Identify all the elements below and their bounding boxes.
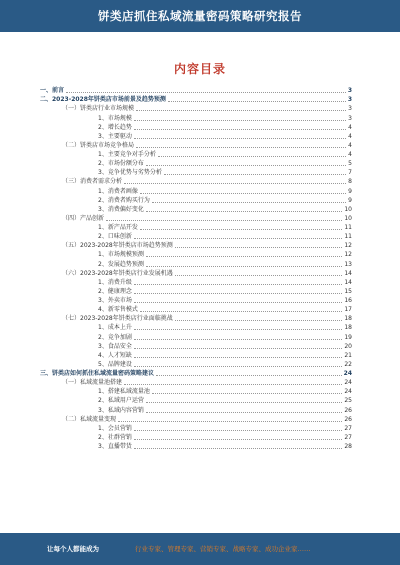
toc-leader-dots	[146, 256, 343, 257]
toc-page-number: 18	[344, 324, 352, 332]
toc-entry-text: 2、健康理念	[98, 287, 132, 295]
footer-slogan: 行业专家、管理专家、营销专家、战略专家、成功企业家……	[135, 545, 311, 553]
toc-entry[interactable]	[40, 287, 352, 296]
toc-page-number: 9	[348, 196, 352, 204]
toc-entry-text: 1、成本上升	[98, 324, 132, 332]
toc-page-number: 25	[344, 397, 352, 405]
toc-entry-text: （一）私域流量池搭建	[62, 379, 123, 387]
toc-page-number: 20	[344, 342, 352, 350]
toc-page-number: 21	[344, 351, 352, 359]
toc-entry-text: 1、消费者画像	[98, 187, 138, 195]
toc-leader-dots	[134, 439, 343, 440]
toc-entry-text: 2、增长趋势	[98, 123, 132, 131]
toc-entry-text: 2、发展趋势预测	[98, 260, 144, 268]
toc-entry[interactable]	[40, 269, 352, 278]
toc-leader-dots	[158, 156, 346, 157]
toc-page-number: 24	[343, 370, 352, 377]
toc-entry[interactable]	[40, 351, 352, 360]
toc-entry[interactable]	[40, 369, 352, 378]
toc-page-number: 4	[348, 123, 352, 131]
toc-page-number: 17	[344, 306, 352, 314]
toc-entry[interactable]	[40, 442, 352, 451]
toc-leader-dots	[134, 302, 343, 303]
footer-text: 让每个人都能成为	[47, 545, 99, 553]
toc-page-number: 4	[348, 141, 352, 149]
toc-entry-text: 2、消费者购买行为	[98, 196, 150, 204]
toc-page-number: 3	[348, 114, 352, 122]
toc-entry-text: 1、主要竞争对手分析	[98, 151, 156, 158]
toc-entry[interactable]	[40, 86, 352, 95]
toc-page-number: 11	[344, 224, 352, 231]
toc-leader-dots	[134, 120, 346, 121]
toc-entry-text: 3、竞争优势与劣势分析	[98, 169, 162, 177]
toc-page-number: 9	[348, 187, 352, 195]
toc-leader-dots	[134, 129, 346, 130]
toc-entry[interactable]	[40, 405, 352, 414]
toc-leader-dots	[140, 193, 346, 194]
toc-entry[interactable]	[40, 132, 352, 141]
toc-entry[interactable]	[40, 378, 352, 387]
toc-entry[interactable]	[40, 259, 352, 268]
toc-entry[interactable]	[40, 177, 352, 186]
toc-page-number: 14	[344, 278, 352, 286]
toc-leader-dots	[106, 220, 342, 221]
toc-title: 内容目录	[173, 62, 226, 76]
toc-entry[interactable]	[40, 342, 352, 351]
toc-entry[interactable]	[40, 296, 352, 305]
toc-page-number: 16	[344, 297, 352, 304]
toc-entry[interactable]	[40, 360, 352, 369]
toc-leader-dots	[134, 357, 343, 358]
toc-leader-dots	[124, 384, 342, 385]
toc-page-number: 28	[344, 443, 352, 450]
toc-entry[interactable]	[40, 214, 352, 223]
toc-leader-dots	[140, 229, 343, 230]
toc-entry-text: 1、市场规模	[98, 114, 132, 122]
toc-page-number: 15	[344, 287, 352, 295]
toc-entry-text: 2、私域用户运营	[98, 397, 144, 405]
toc-entry-text: 3、食品安全	[98, 342, 132, 350]
toc-entry-text: （四）产品创新	[62, 214, 105, 222]
toc-page-number: 13	[344, 260, 352, 268]
toc-page-number: 12	[344, 242, 352, 250]
toc-page-number: 4	[348, 132, 352, 140]
toc-leader-dots	[140, 311, 343, 312]
toc-entry-text: 4、人才短缺	[98, 351, 132, 359]
toc-entry-text: 1、新产品开发	[98, 224, 138, 231]
toc-entry-text: 1、消费升级	[98, 278, 132, 286]
toc-entry[interactable]	[40, 433, 352, 442]
toc-entry[interactable]	[40, 95, 352, 104]
toc-leader-dots	[118, 421, 342, 422]
toc-entry[interactable]	[40, 332, 352, 341]
toc-page-number: 4	[348, 151, 352, 158]
toc-entry[interactable]	[40, 113, 352, 122]
toc-page-number: 12	[344, 251, 352, 259]
toc-leader-dots	[156, 375, 342, 376]
toc-entry-text: 3、私域内容营销	[98, 406, 144, 414]
toc-leader-dots	[136, 110, 346, 111]
toc-leader-dots	[136, 147, 346, 148]
toc-entry-text: 二、2023-2028年饼类店市场前景及趋势预测	[40, 96, 166, 104]
toc-leader-dots	[164, 174, 346, 175]
toc-leader-dots	[146, 412, 343, 413]
toc-leader-dots	[66, 92, 346, 93]
toc-entry[interactable]	[40, 305, 352, 314]
toc-leader-dots	[134, 284, 343, 285]
toc-leader-dots	[146, 402, 343, 403]
toc-entry-text: （七）2023-2028年饼类店行业面临挑战	[62, 315, 173, 323]
toc-entry[interactable]	[40, 232, 352, 241]
toc-entry[interactable]	[40, 196, 352, 205]
toc-entry-text: 4、新零售模式	[98, 306, 138, 314]
toc-page-number: 14	[344, 269, 352, 277]
toc-entry-text: （六）2023-2028年饼类店行业发展机遇	[62, 269, 173, 277]
toc-page-number: 24	[344, 388, 352, 396]
toc-entry-text: （五）2023-2028年饼类店市场趋势预测	[62, 242, 173, 250]
toc-page-number: 11	[344, 233, 352, 241]
toc-page-number: 22	[344, 360, 352, 368]
toc-leader-dots	[175, 320, 343, 321]
toc-entry-text: 3、外卖市场	[98, 297, 132, 304]
toc-entry[interactable]	[40, 150, 352, 159]
toc-entry[interactable]	[40, 104, 352, 113]
toc-entry[interactable]	[40, 223, 352, 232]
toc-entry-text: 2、社群营销	[98, 433, 132, 441]
toc-entry-text: 三、饼类店如何抓住私域流量密码策略建议	[40, 370, 155, 377]
toc-page-number: 27	[344, 424, 352, 432]
toc-page-number: 3	[347, 96, 352, 104]
toc-leader-dots	[134, 138, 346, 139]
toc-entry-text: 3、消费偏好变化	[98, 205, 144, 213]
header-bar	[0, 0, 400, 32]
toc-entry-text: 一、前言	[40, 87, 65, 95]
toc-leader-dots	[134, 348, 343, 349]
toc-entry[interactable]	[40, 159, 352, 168]
toc-entry[interactable]	[40, 186, 352, 195]
toc-page-number: 27	[344, 433, 352, 441]
toc-entry[interactable]	[40, 415, 352, 424]
toc-entry-text: 1、会员营销	[98, 424, 132, 432]
toc-leader-dots	[175, 275, 343, 276]
toc-entry-text: （二）私域流量变现	[62, 415, 117, 423]
toc-entry-text: 2、竞争加剧	[98, 333, 132, 341]
toc-entry-text: 2、口味创新	[98, 233, 132, 241]
toc-leader-dots	[146, 266, 343, 267]
toc-entry-text: 3、主要驱动	[98, 132, 132, 140]
toc-leader-dots	[168, 101, 346, 102]
toc-entry-text: 2、市场份额分布	[98, 160, 144, 168]
toc-entry[interactable]	[40, 168, 352, 177]
toc-page-number: 24	[344, 379, 352, 387]
toc-entry[interactable]	[40, 250, 352, 259]
toc-page-number: 5	[348, 160, 352, 168]
toc-leader-dots	[134, 329, 343, 330]
table-of-contents	[40, 86, 352, 451]
report-title: 饼类店抓住私域流量密码策略研究报告	[98, 9, 302, 23]
toc-leader-dots	[152, 202, 346, 203]
toc-entry[interactable]	[40, 387, 352, 396]
toc-entry[interactable]	[40, 123, 352, 132]
toc-leader-dots	[134, 430, 343, 431]
toc-page-number: 19	[344, 333, 352, 341]
toc-page-number: 8	[348, 178, 352, 186]
toc-entry-text: 1、市场规模预测	[98, 251, 144, 259]
toc-entry-text: 3、直播带货	[98, 443, 132, 450]
toc-leader-dots	[146, 211, 343, 212]
toc-leader-dots	[146, 165, 346, 166]
toc-leader-dots	[124, 183, 346, 184]
toc-leader-dots	[134, 448, 343, 449]
toc-page-number: 18	[344, 315, 352, 323]
toc-page-number: 10	[344, 205, 352, 213]
toc-entry[interactable]	[40, 278, 352, 287]
toc-leader-dots	[134, 293, 343, 294]
toc-entry[interactable]	[40, 424, 352, 433]
toc-entry[interactable]	[40, 396, 352, 405]
toc-entry-text: （二）饼类店市场竞争格局	[62, 141, 135, 149]
toc-page-number: 26	[344, 415, 352, 423]
footer-bar	[0, 533, 400, 565]
toc-page-number: 7	[348, 169, 352, 177]
toc-entry[interactable]	[40, 141, 352, 150]
toc-entry[interactable]	[40, 241, 352, 250]
toc-page-number: 3	[347, 87, 352, 95]
toc-entry[interactable]	[40, 314, 352, 323]
toc-page-number: 10	[344, 214, 352, 222]
toc-entry-text: （三）消费者需求分析	[62, 178, 123, 186]
toc-page-number: 3	[348, 105, 352, 113]
toc-leader-dots	[134, 366, 343, 367]
toc-entry[interactable]	[40, 323, 352, 332]
toc-page-number: 26	[344, 406, 352, 414]
toc-leader-dots	[134, 238, 343, 239]
toc-entry-text: 1、搭建私域流量池	[98, 388, 150, 396]
toc-entry[interactable]	[40, 205, 352, 214]
toc-entry-text: 5、品牌建设	[98, 360, 132, 368]
toc-leader-dots	[134, 339, 343, 340]
toc-entry-text: （一）饼类店行业市场规模	[62, 105, 135, 113]
toc-leader-dots	[152, 393, 343, 394]
toc-leader-dots	[175, 247, 343, 248]
